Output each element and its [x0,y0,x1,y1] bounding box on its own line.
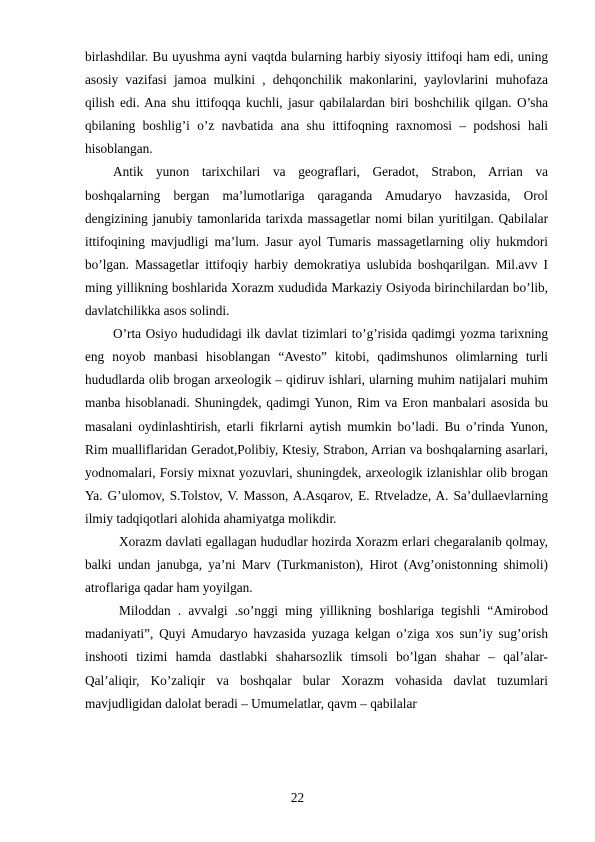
paragraph-3: O’rta Osiyo hududidagi ilk davlat tizimlari to’g’risida qadimgi yozma tarixning eng noyob manbasi hisoblangan “Avesto” kitobi, qadimshunos olimlarning turli hududlarda olib brogan arxeologik – qidiruv ishlari, ularning muhim natijalari muhim manba hisoblanadi. Shuningdek, qadimgi Yunon, Rim va Eron manbalari asosida bu masalani oydinlashtirish, etarli fikrlarni aytish mumkin bo’ladi. Bu o’rinda Yunon, Rim mualliflaridan Geradot,Polibiy, Ktesiy, Strabon, Arrian va boshqalarning asarlari, yodnomalari, Forsiy mixnat yozuvlari, shuningdek, arxeologik izlanishlar olib brogan Ya. G’ulomov, S.Tolstov, V. Masson, A.Asqarov, E. Rtveladze, A. Sa’dullaevlarning ilmiy tadqiqotlari alohida ahamiyatga molikdir. [85,326,548,526]
paragraph-4: Xorazm davlati egallagan hududlar hozirda Xorazm erlari chegaralanib qolmay, balki undan janubga, ya’ni Marv (Turkmaniston), Hirot (Avg’onistonning shimoli) atroflariga qadar ham yoyilgan. [85,533,548,596]
document-body [85,45,548,715]
page-number: 22 [290,790,305,805]
paragraph-2: Antik yunon tarixchilari va geograflari, Geradot, Strabon, Arrian va boshqalarning bergan ma’lumotlariga qaraganda Amudaryo havzasida, Orol dengizining janubiy tamonlarida tarixda massagetlar nomi bilan yuritilgan. Qabilalar ittifoqining mavjudligi ma’lum. Jasur ayol Tumaris massagetlarning oliy hukmdori bo’lgan. Massagetlar ittifoqiy harbiy demokratiya uslubida boshqarilgan. Mil.avv I ming yillikning boshlarida Xorazm xududida Markaziy Osiyoda birinchilardan bo’lib, davlatchilikka asos solindi. [85,164,548,319]
paragraph-5: Miloddan . avvalgi .so’nggi ming yillikning boshlariga tegishli “Amirobod madaniyati”, Quyi Amudaryo havzasida yuzaga kelgan o’ziga xos sun’iy sug’orish inshooti tizimi hamda dastlabki shaharsozlik timsoli bo’lgan shahar – qal’alar- Qal’aliqir, Ko’zaliqir va boshqalar bular Xorazm vohasida davlat tuzumlari mavjudligidan dalolat beradi – Umumelatlar, qavm – qabilalar [85,603,548,711]
paragraph-1: birlashdilar. Bu uyushma ayni vaqtda bularning harbiy siyosiy ittifoqi ham edi, uning asosiy vazifasi jamoa mulkini , dehqonchilik makonlarini, yaylovlarini muhofaza qilish edi. Ana shu ittifoqqa kuchli, jasur qabilalardan biri boshchilik qilgan. O’sha qbilaning boshlig’i o’z navbatida ana shu ittifoqning raxnomosi – podshosi hali hisoblangan. [85,49,548,157]
